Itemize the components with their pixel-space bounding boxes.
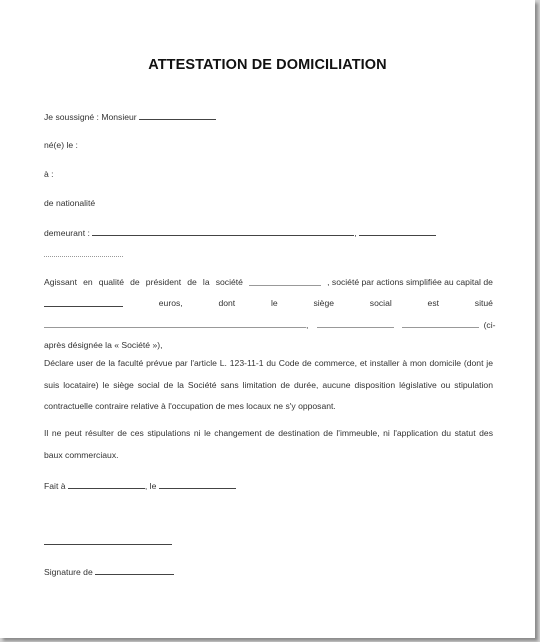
resulter-paragraph: Il ne peut résulter de ces stipulations ni le changement de destination de l'immeuble, ni l'application du statut des baux commerciaux. <box>44 428 493 460</box>
document-title: ATTESTATION DE DOMICILIATION <box>148 57 387 73</box>
agissant-word: la <box>202 277 210 287</box>
company-name-blank <box>249 277 321 286</box>
capital-word: siège <box>313 298 334 308</box>
agissant-word: en <box>83 277 93 287</box>
nationality-label: de nationalité <box>44 198 96 208</box>
name-blank <box>139 111 216 120</box>
address-blank-2 <box>359 227 436 236</box>
agissant-suffix: , société par actions simplifiée au capital de <box>327 277 493 287</box>
capital-word: est <box>427 298 440 308</box>
birth-place-line <box>44 169 54 179</box>
address-blank-3 <box>44 248 123 257</box>
capital-word: le <box>270 298 278 308</box>
address-label: demeurant : <box>44 228 90 238</box>
fait-line <box>44 480 236 491</box>
seat-address-blank <box>44 319 306 328</box>
signature-label-line <box>44 566 174 577</box>
capital-word: social <box>369 298 392 308</box>
soussigne-line <box>44 111 216 122</box>
agissant-word: de <box>130 277 140 287</box>
address-line: demeurant : , <box>44 227 436 238</box>
fait-a-label: Fait à <box>44 481 66 491</box>
capital-blank <box>44 298 123 307</box>
capital-word: situé <box>474 298 493 308</box>
agissant-word: de <box>187 277 197 287</box>
declare-paragraph: Déclare user de la faculté prévue par l'article L. 123-11-1 du Code de commerce, et installer à mon domicile (dont je suis locataire) le siège social de la Société sans limitation de durée, aucune disposition législative ou stipulation contractuelle contraire relative à l'occupation de mes locaux ne s'y opposant. <box>44 358 493 411</box>
agissant-line <box>44 277 493 287</box>
birth-place-label: à : <box>44 169 54 179</box>
capital-word: euros, <box>158 298 183 308</box>
agissant-word: Agissant <box>44 277 77 287</box>
signature-name-blank <box>95 566 174 575</box>
designee-text: après désignée la « Société »), <box>44 340 163 350</box>
seat-address-blank-2 <box>317 319 394 328</box>
place-blank <box>68 480 145 489</box>
ci-suffix: (ci- <box>483 320 496 330</box>
agissant-word: société <box>215 277 243 287</box>
date-label: , le <box>144 481 157 491</box>
seat-address-blank-3 <box>402 319 479 328</box>
address-continuation-line <box>44 248 123 259</box>
designee-line <box>44 340 162 350</box>
address-blank <box>92 227 354 236</box>
capital-word: dont <box>218 298 236 308</box>
capital-line <box>44 298 493 308</box>
agissant-word: qualité <box>98 277 125 287</box>
signature-label: Signature de <box>44 567 93 577</box>
birth-date-line <box>44 140 78 150</box>
nationality-line <box>44 198 95 208</box>
date-blank <box>159 480 236 489</box>
agissant-word: président <box>145 277 182 287</box>
soussigne-label: Je soussigné : Monsieur <box>44 112 137 122</box>
signature-line <box>44 536 172 545</box>
birth-date-label: né(e) le : <box>44 140 78 150</box>
seat-address-line: , (ci- <box>44 319 496 330</box>
signature-area <box>44 536 172 547</box>
